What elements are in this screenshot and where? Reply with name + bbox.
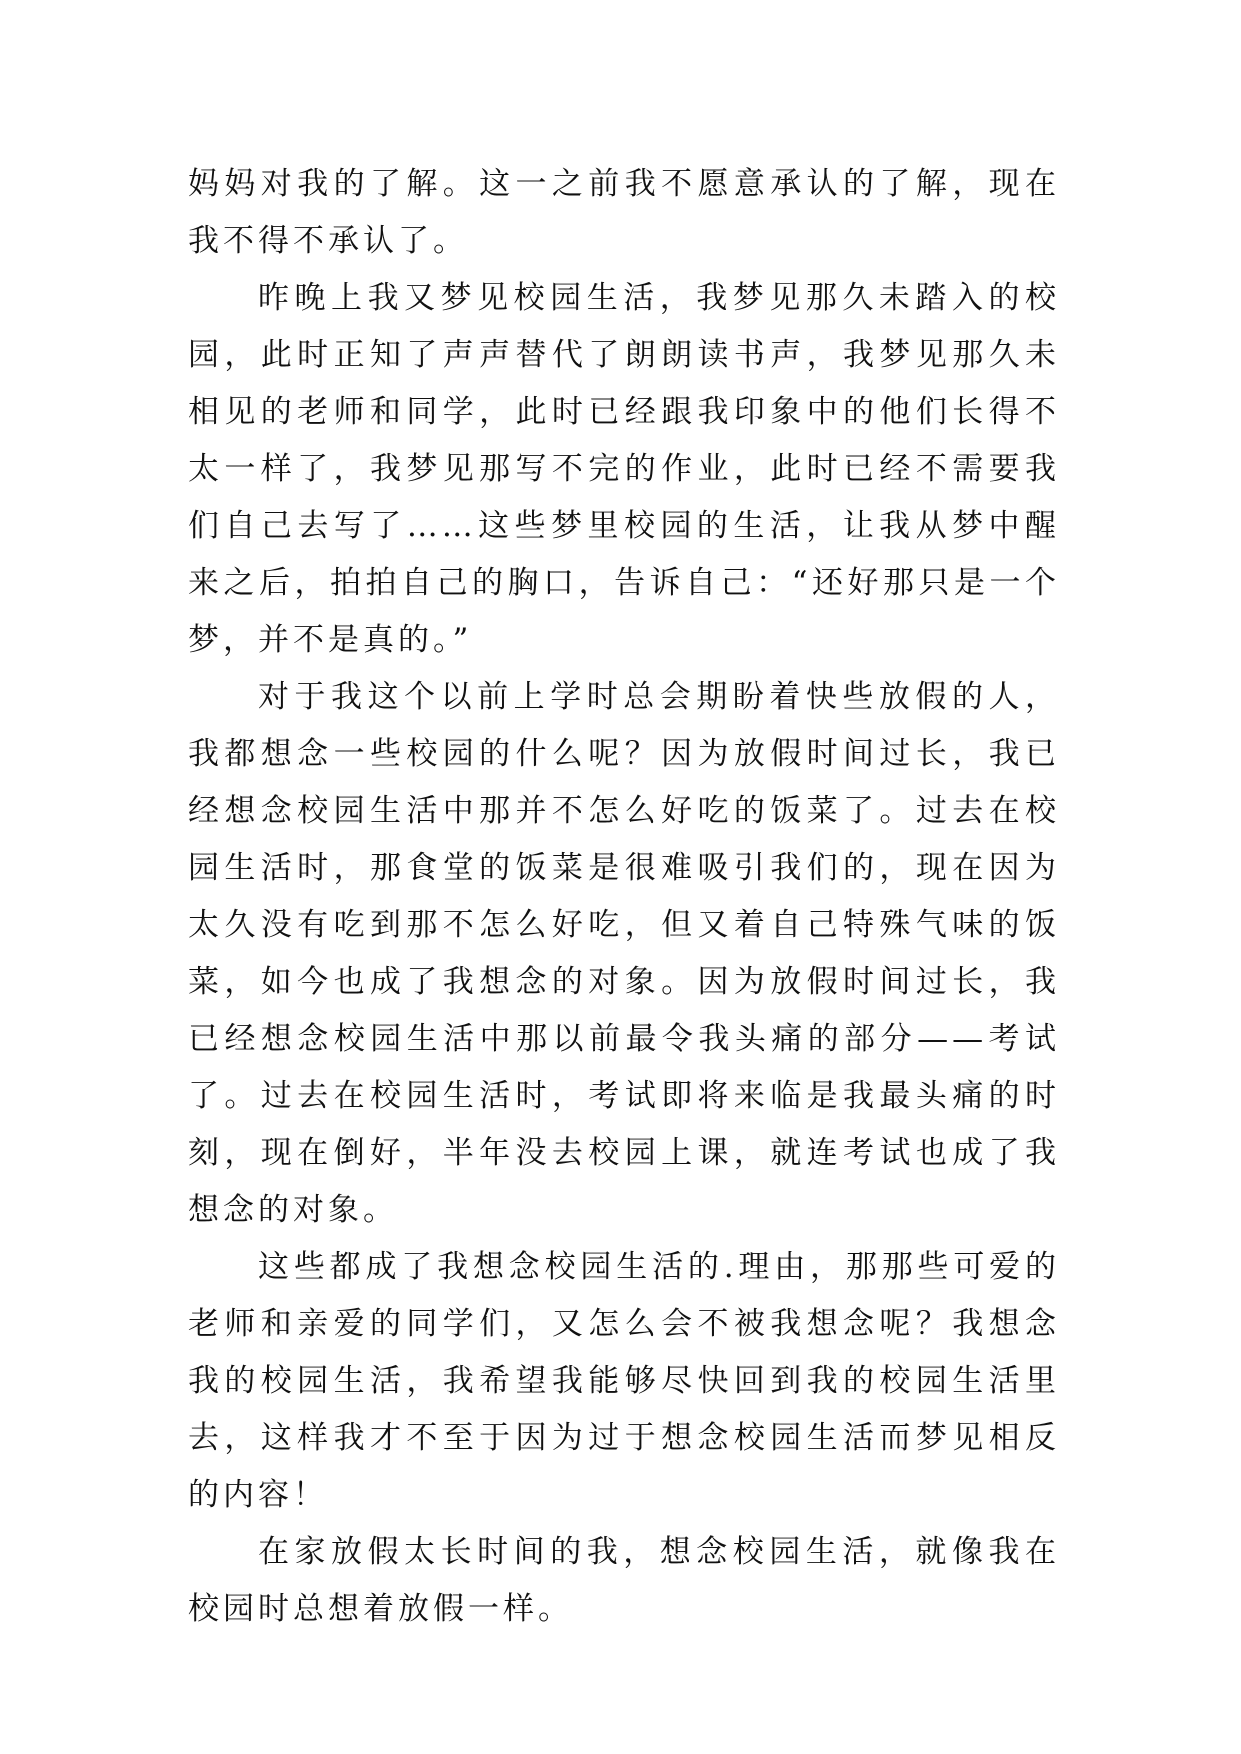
paragraph-missing-campus: 对于我这个以前上学时总会期盼着快些放假的人，我都想念一些校园的什么呢？因为放假时间过长，我已经想念校园生活中那并不怎么好吃的饭菜了。过去在校园生活时，那食堂的饭菜是很难吸引我们的，现在因为太久没有吃到那不怎么好吃，但又着自己特殊气味的饭菜，如今也成了我想念的对象。因为放假时间过长，我已经想念校园生活中那以前最令我头痛的部分——考试了。过去在校园生活时，考试即将来临是我最头痛的时刻，现在倒好，半年没去校园上课，就连考试也成了我想念的对象。 xyxy=(188,679,1060,1228)
paragraph-dream: 昨晚上我又梦见校园生活，我梦见那久未踏入的校园，此时正知了声声替代了朗朗读书声，我梦见那久未相见的老师和同学，此时已经跟我印象中的他们长得不太一样了，我梦见那写不完的作业，此时已经不需要我们自己去写了……这些梦里校园的生活，让我从梦中醒来之后，拍拍自己的胸口，告诉自己：“还好那只是一个梦，并不是真的。” xyxy=(188,280,1060,658)
document-body xyxy=(188,156,1060,1638)
paragraph-conclusion: 在家放假太长时间的我，想念校园生活，就像我在校园时总想着放假一样。 xyxy=(188,1534,1060,1627)
paragraph-reasons: 这些都成了我想念校园生活的.理由，那那些可爱的老师和亲爱的同学们，又怎么会不被我想念呢？我想念我的校园生活，我希望我能够尽快回到我的校园生活里去，这样我才不至于因为过于想念校园生活而梦见相反的内容！ xyxy=(188,1249,1060,1513)
paragraph-continued: 妈妈对我的了解。这一之前我不愿意承认的了解，现在我不得不承认了。 xyxy=(188,166,1060,259)
